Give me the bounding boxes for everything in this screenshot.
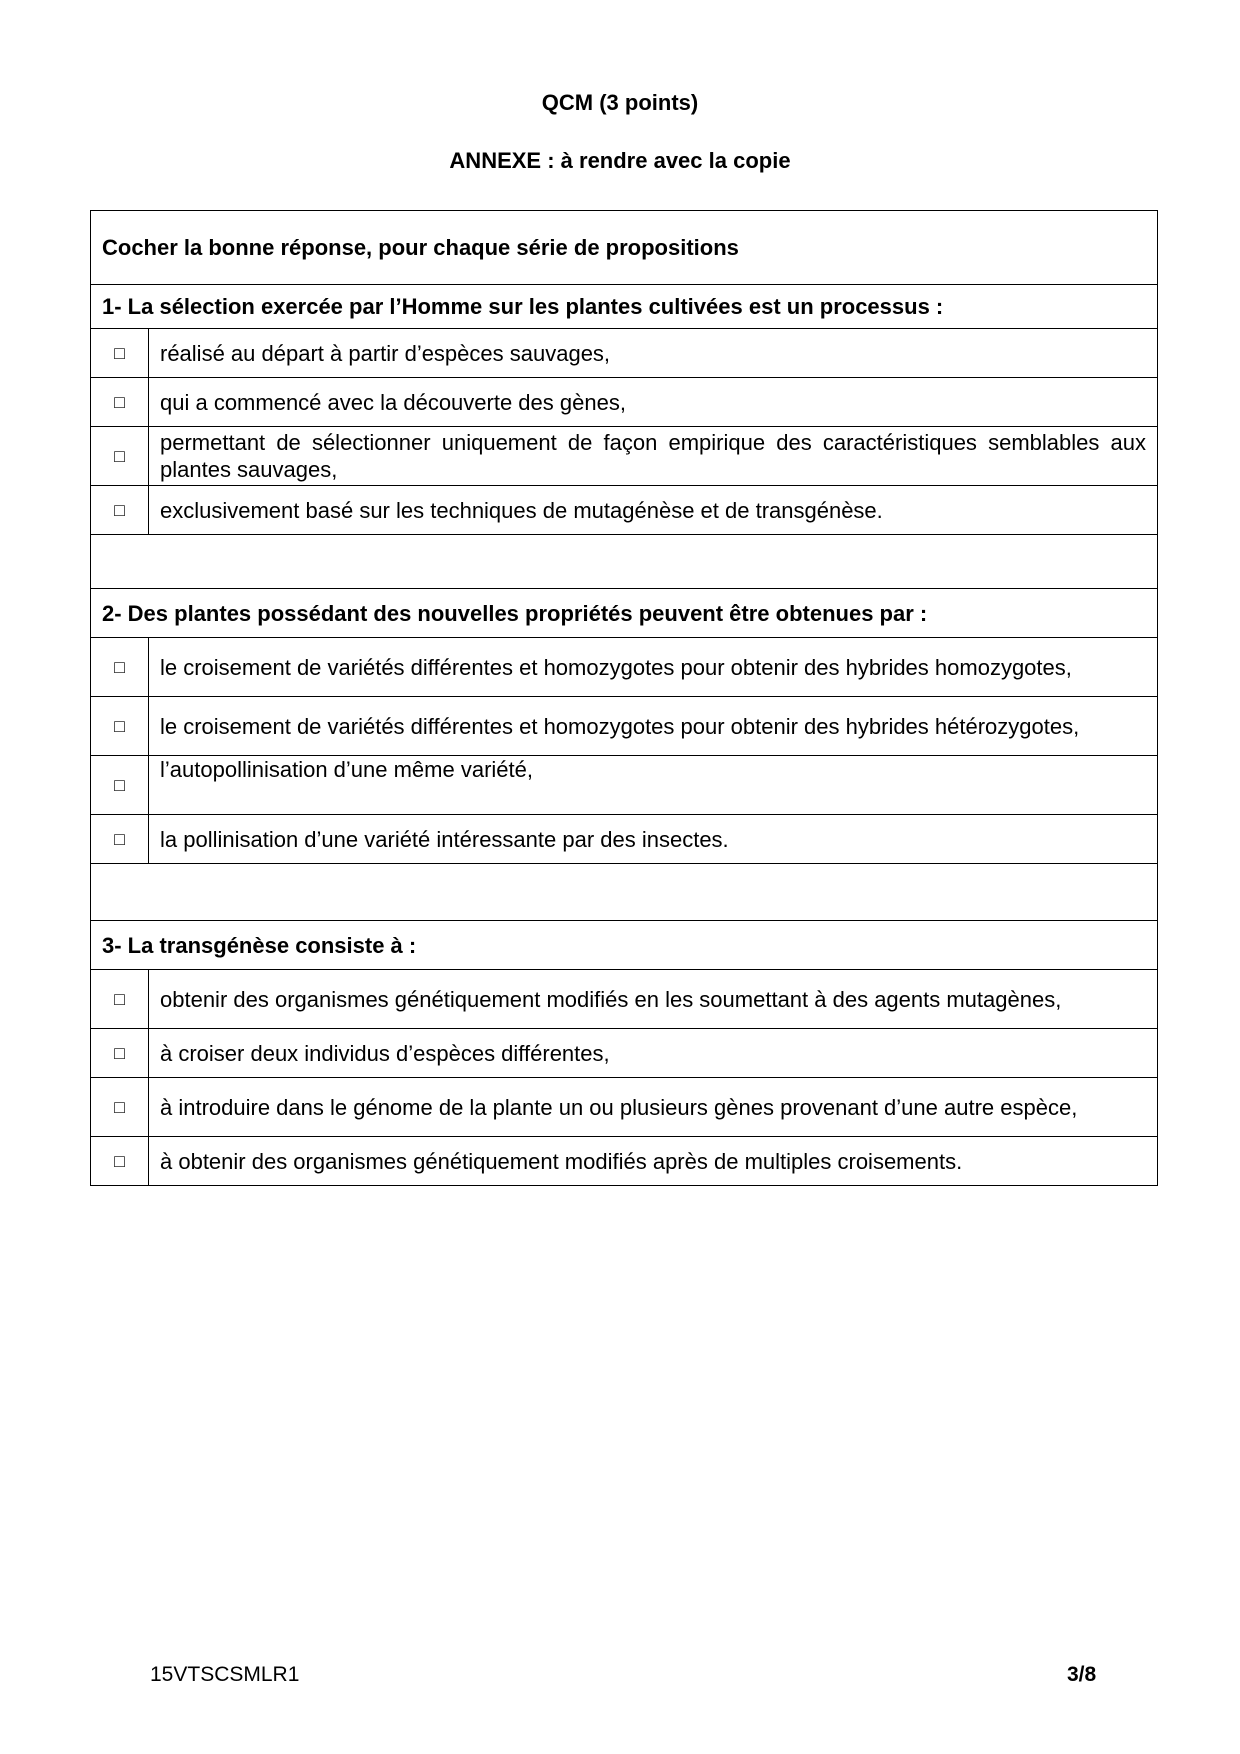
option-row	[91, 1078, 1158, 1137]
option-text: réalisé au départ à partir d’espèces sauvages,	[149, 329, 1158, 378]
checkbox[interactable]: □	[91, 486, 149, 535]
spacer-row	[91, 864, 1158, 921]
document-code: 15VTSCSMLR1	[150, 1663, 300, 1686]
option-text: le croisement de variétés différentes et homozygotes pour obtenir des hybrides hétérozygotes,	[149, 697, 1158, 756]
question-row	[91, 589, 1158, 638]
option-row	[91, 1029, 1158, 1078]
qcm-table	[90, 210, 1158, 1186]
instruction-text: Cocher la bonne réponse, pour chaque série de propositions	[91, 211, 1158, 285]
option-row	[91, 329, 1158, 378]
page-title: QCM (3 points)	[541, 90, 699, 115]
option-text: permettant de sélectionner uniquement de façon empirique des caractéristiques semblables aux plantes sauvages,	[149, 427, 1158, 486]
question-row	[91, 921, 1158, 970]
option-row	[91, 756, 1158, 815]
page-number: 3/8	[1067, 1663, 1097, 1686]
checkbox[interactable]: □	[91, 1078, 149, 1137]
option-text: l’autopollinisation d’une même variété,	[149, 756, 1158, 815]
checkbox[interactable]: □	[91, 815, 149, 864]
question-row	[91, 285, 1158, 329]
spacer-cell	[91, 535, 1158, 589]
option-text: à croiser deux individus d’espèces différentes,	[149, 1029, 1158, 1078]
checkbox[interactable]: □	[91, 427, 149, 486]
option-text: le croisement de variétés différentes et homozygotes pour obtenir des hybrides homozygotes,	[149, 638, 1158, 697]
question-3-label: 3- La transgénèse consiste à :	[91, 921, 1158, 970]
page-subtitle: ANNEXE : à rendre avec la copie	[449, 148, 791, 173]
option-row	[91, 427, 1158, 486]
option-text: obtenir des organismes génétiquement modifiés en les soumettant à des agents mutagènes,	[149, 970, 1158, 1029]
question-2-label: 2- Des plantes possédant des nouvelles propriétés peuvent être obtenues par :	[91, 589, 1158, 638]
question-1-label: 1- La sélection exercée par l’Homme sur les plantes cultivées est un processus :	[91, 285, 1158, 329]
option-text: à introduire dans le génome de la plante un ou plusieurs gènes provenant d’une autre espèce,	[149, 1078, 1158, 1137]
checkbox[interactable]: □	[91, 378, 149, 427]
option-row	[91, 815, 1158, 864]
option-row	[91, 378, 1158, 427]
option-text: la pollinisation d’une variété intéressante par des insectes.	[149, 815, 1158, 864]
checkbox[interactable]: □	[91, 638, 149, 697]
option-row	[91, 970, 1158, 1029]
instruction-row	[91, 211, 1158, 285]
option-text: qui a commencé avec la découverte des gènes,	[149, 378, 1158, 427]
option-text: exclusivement basé sur les techniques de mutagénèse et de transgénèse.	[149, 486, 1158, 535]
checkbox[interactable]: □	[91, 329, 149, 378]
checkbox[interactable]: □	[91, 1029, 149, 1078]
checkbox[interactable]: □	[91, 697, 149, 756]
spacer-cell	[91, 864, 1158, 921]
option-text: à obtenir des organismes génétiquement modifiés après de multiples croisements.	[149, 1137, 1158, 1186]
option-row	[91, 638, 1158, 697]
option-row	[91, 1137, 1158, 1186]
checkbox[interactable]: □	[91, 1137, 149, 1186]
spacer-row	[91, 535, 1158, 589]
option-row	[91, 697, 1158, 756]
checkbox[interactable]: □	[91, 756, 149, 815]
checkbox[interactable]: □	[91, 970, 149, 1029]
option-row	[91, 486, 1158, 535]
